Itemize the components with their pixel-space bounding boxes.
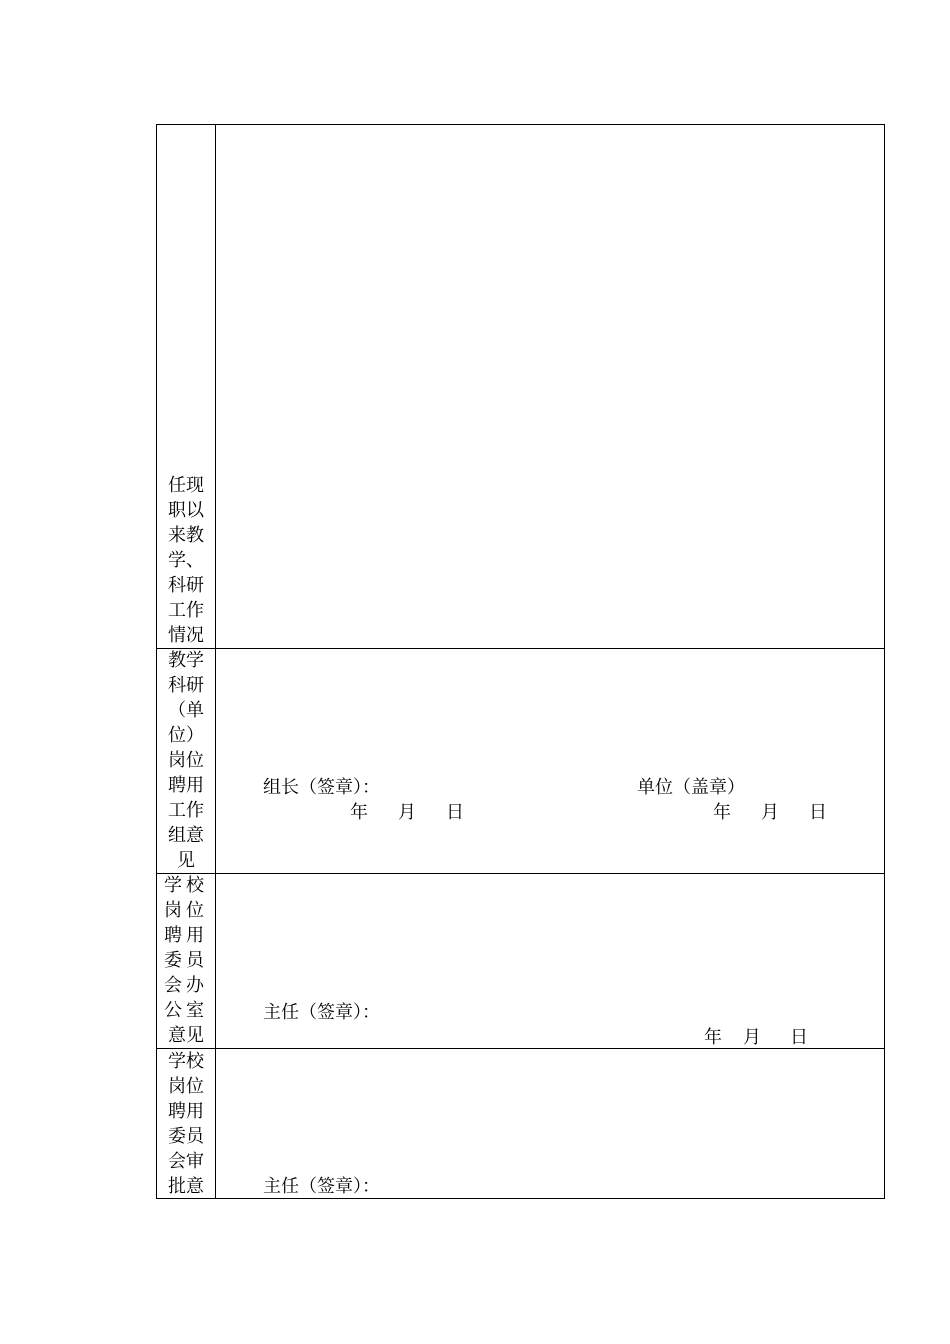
year-label: 年	[704, 1027, 722, 1048]
month-label: 月	[398, 802, 416, 823]
date-right	[713, 800, 827, 825]
label-line: 公室	[164, 1000, 208, 1021]
month-label: 月	[761, 802, 779, 823]
label-line: 意见	[168, 1025, 204, 1046]
label-line: 见	[177, 850, 195, 871]
date	[704, 1025, 808, 1050]
label-line: 聘用	[168, 1101, 204, 1122]
director-signature-label: 主任（签章）：	[263, 1176, 380, 1197]
label-line: 聘用	[164, 925, 208, 946]
label-line: 学、	[168, 550, 204, 571]
label-line: （单	[168, 700, 204, 721]
committee-office-opinion-field[interactable]	[216, 874, 884, 1048]
label-line: 组意	[168, 825, 204, 846]
row-working-group-opinion	[157, 649, 884, 874]
row-label	[157, 125, 216, 648]
row-label	[157, 1049, 216, 1199]
director-signature-label: 主任（签章）：	[263, 1002, 380, 1023]
row-committee-approval-opinion	[157, 1049, 884, 1199]
year-label: 年	[713, 802, 731, 823]
label-line: 工作	[168, 600, 204, 621]
label-line: 委员	[164, 950, 208, 971]
label-line: 聘用	[168, 775, 204, 796]
label-line: 来教	[168, 525, 204, 546]
label-line: 委员	[168, 1126, 204, 1147]
label-line: 位）	[168, 725, 204, 746]
label-line: 学校	[168, 1051, 204, 1072]
row-work-since-current-post	[157, 125, 884, 649]
row-committee-office-opinion	[157, 874, 884, 1049]
label-line: 岗位	[168, 1076, 204, 1097]
date-left	[350, 800, 464, 825]
label-line: 任现	[168, 475, 204, 496]
leader-signature-label: 组长（签章）：	[263, 777, 380, 798]
label-line: 岗位	[168, 750, 204, 771]
day-label: 日	[809, 802, 827, 823]
day-label: 日	[790, 1027, 808, 1048]
work-description-field[interactable]	[216, 125, 884, 648]
appointment-form-table	[156, 124, 885, 1199]
day-label: 日	[446, 802, 464, 823]
month-label: 月	[743, 1027, 761, 1048]
year-label: 年	[350, 802, 368, 823]
label-line: 情况	[168, 625, 204, 646]
label-line: 批意	[168, 1176, 204, 1197]
label-line: 科研	[168, 675, 204, 696]
label-line: 会办	[164, 975, 208, 996]
committee-approval-opinion-field[interactable]	[216, 1049, 884, 1199]
label-line: 职以	[168, 500, 204, 521]
label-line: 学校	[164, 875, 208, 896]
label-line: 科研	[168, 575, 204, 596]
row-label	[157, 874, 216, 1048]
working-group-opinion-field[interactable]	[216, 649, 884, 873]
unit-seal-label: 单位（盖章）	[637, 777, 745, 798]
label-line: 教学	[168, 650, 204, 671]
label-line: 工作	[168, 800, 204, 821]
row-label	[157, 649, 216, 873]
label-line: 岗位	[164, 900, 208, 921]
label-line: 会审	[168, 1151, 204, 1172]
